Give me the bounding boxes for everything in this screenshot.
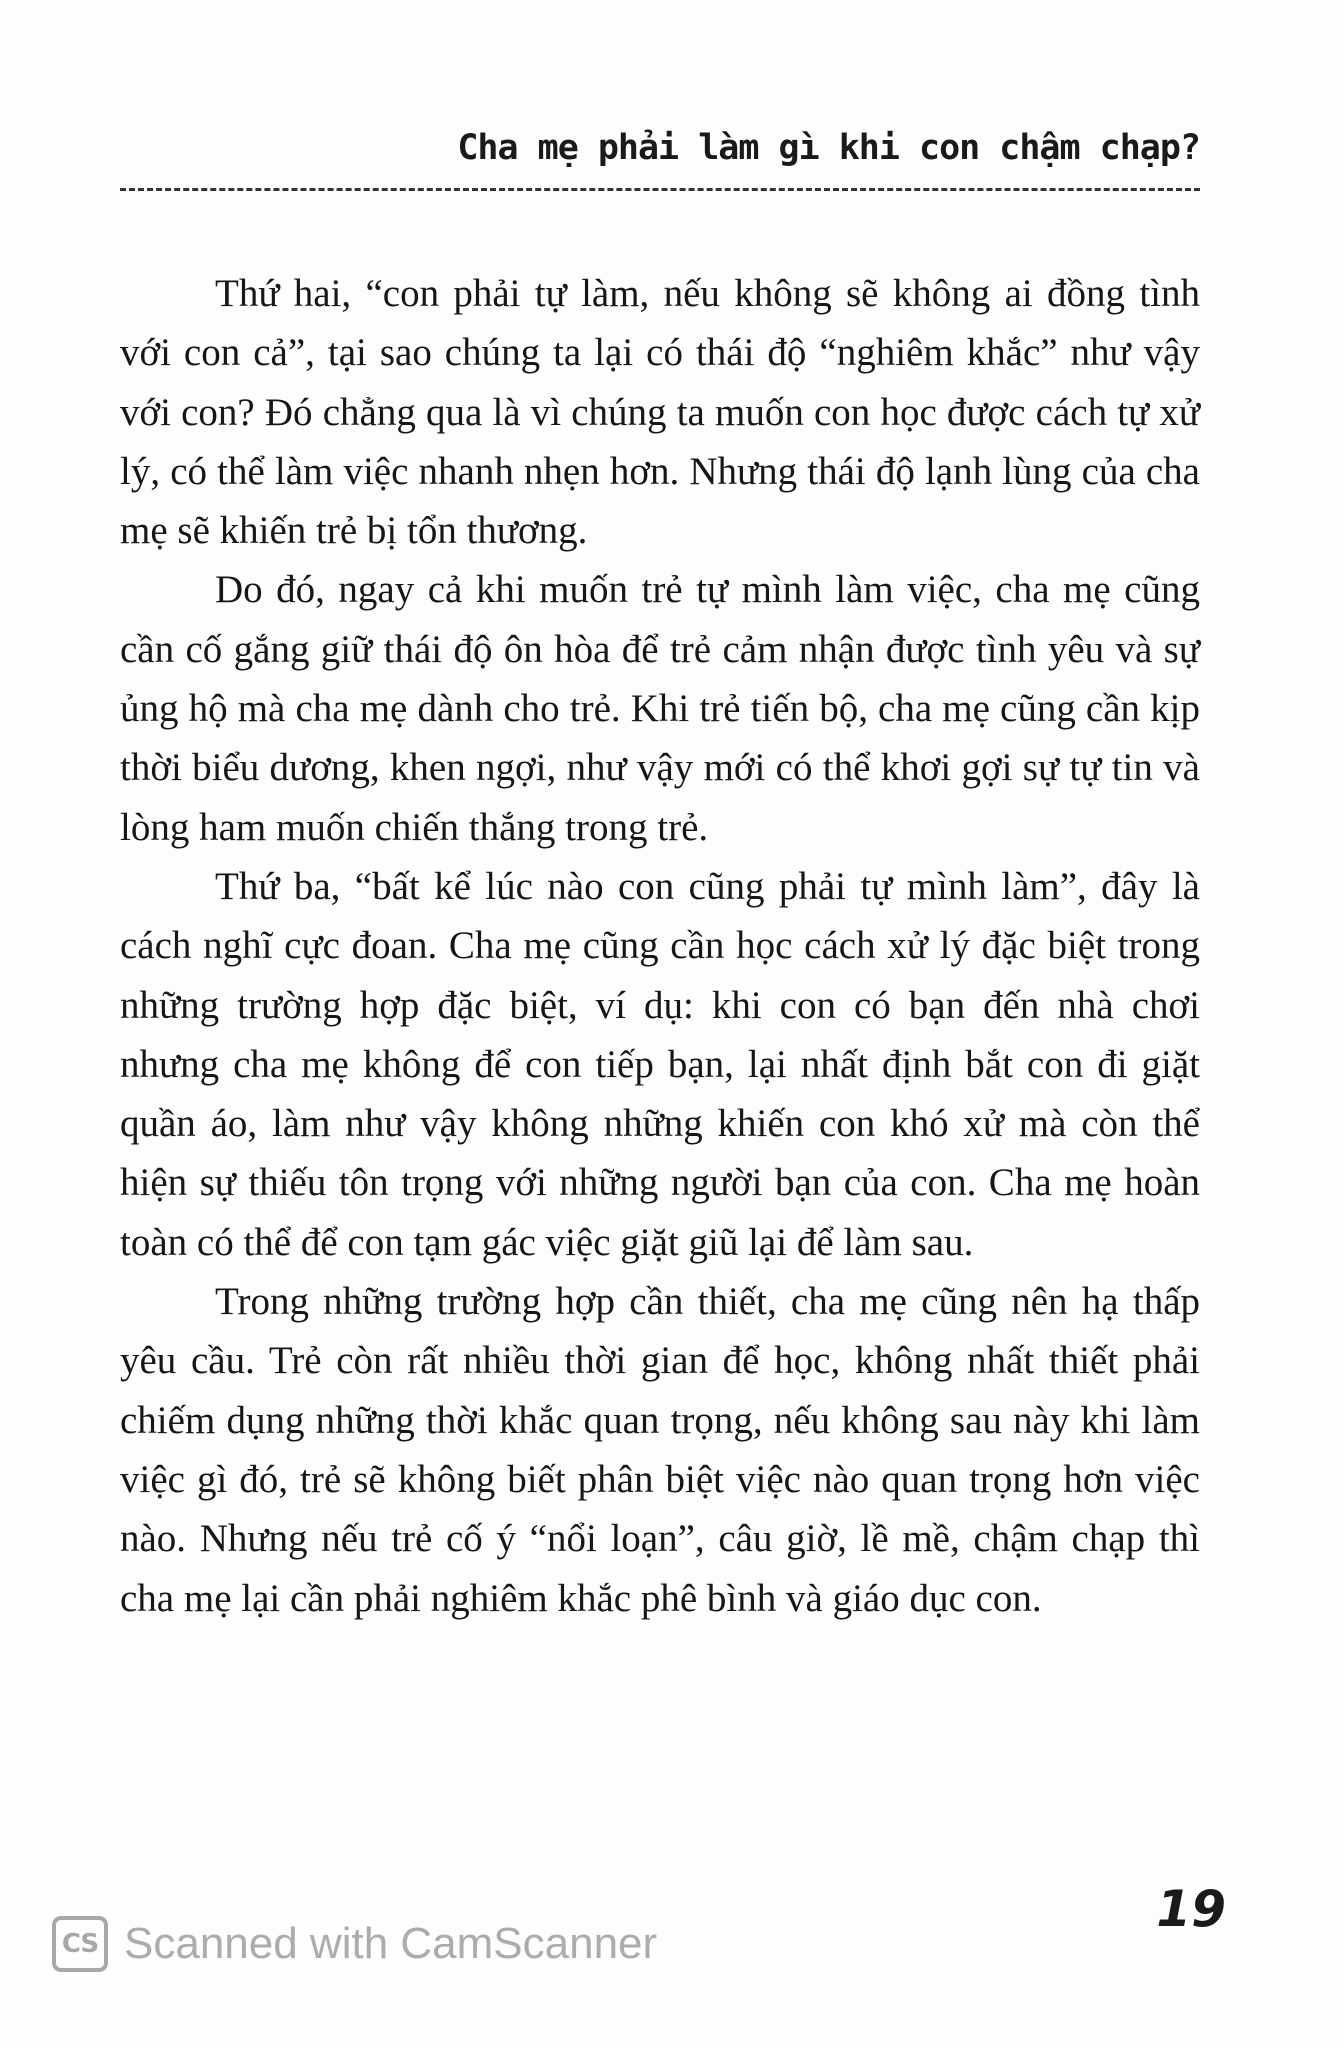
paragraph-3: Thứ ba, “bất kể lúc nào con cũng phải tự mình làm”, đây là cách nghĩ cực đoan. Cha mẹ cũng cần học cách xử lý đặc biệt trong những trường hợp đặc biệt, ví dụ: khi con có bạn đến nhà chơi nhưng cha mẹ không để con tiếp bạn, lại nhất định bắt con đi giặt quần áo, làm như vậy không những khiến con khó xử mà còn thể hiện sự thiếu tôn trọng với những người bạn của con. Cha mẹ hoàn toàn có thể để con tạm gác việc giặt giũ lại để làm sau.	[120, 864, 1200, 1264]
paragraph-1: Thứ hai, “con phải tự làm, nếu không sẽ không ai đồng tình với con cả”, tại sao chúng ta lại có thái độ “nghiêm khắc” như vậy với con? Đó chẳng qua là vì chúng ta muốn con học được cách tự xử lý, có thể làm việc nhanh nhẹn hơn. Nhưng thái độ lạnh lùng của cha mẹ sẽ khiến trẻ bị tổn thương.	[120, 272, 1200, 553]
page-number: 19	[1156, 1880, 1226, 1938]
camscanner-logo-icon: CS	[52, 1916, 108, 1972]
paragraph-2: Do đó, ngay cả khi muốn trẻ tự mình làm việc, cha mẹ cũng cần cố gắng giữ thái độ ôn hòa để trẻ cảm nhận được tình yêu và sự ủng hộ mà cha mẹ dành cho trẻ. Khi trẻ tiến bộ, cha mẹ cũng cần kịp thời biểu dương, khen ngợi, như vậy mới có thể khơi gợi sự tự tin và lòng ham muốn chiến thắng trong trẻ.	[120, 568, 1200, 849]
paragraph-4: Trong những trường hợp cần thiết, cha mẹ cũng nên hạ thấp yêu cầu. Trẻ còn rất nhiều thời gian để học, không nhất thiết phải chiếm dụng những thời khắc quan trọng, nếu không sau này khi làm việc gì đó, trẻ sẽ không biết phân biệt việc nào quan trọng hơn việc nào. Nhưng nếu trẻ cố ý “nổi loạn”, câu giờ, lề mề, chậm chạp thì cha mẹ lại cần phải nghiêm khắc phê bình và giáo dục con.	[120, 1280, 1200, 1620]
camscanner-watermark	[52, 1916, 657, 1972]
watermark-text: Scanned with CamScanner	[124, 1919, 658, 1968]
header-dashed-rule	[120, 188, 1200, 191]
body-text	[120, 264, 1200, 1628]
running-header-title: Cha mẹ phải làm gì khi con chậm chạp?	[457, 128, 1200, 168]
